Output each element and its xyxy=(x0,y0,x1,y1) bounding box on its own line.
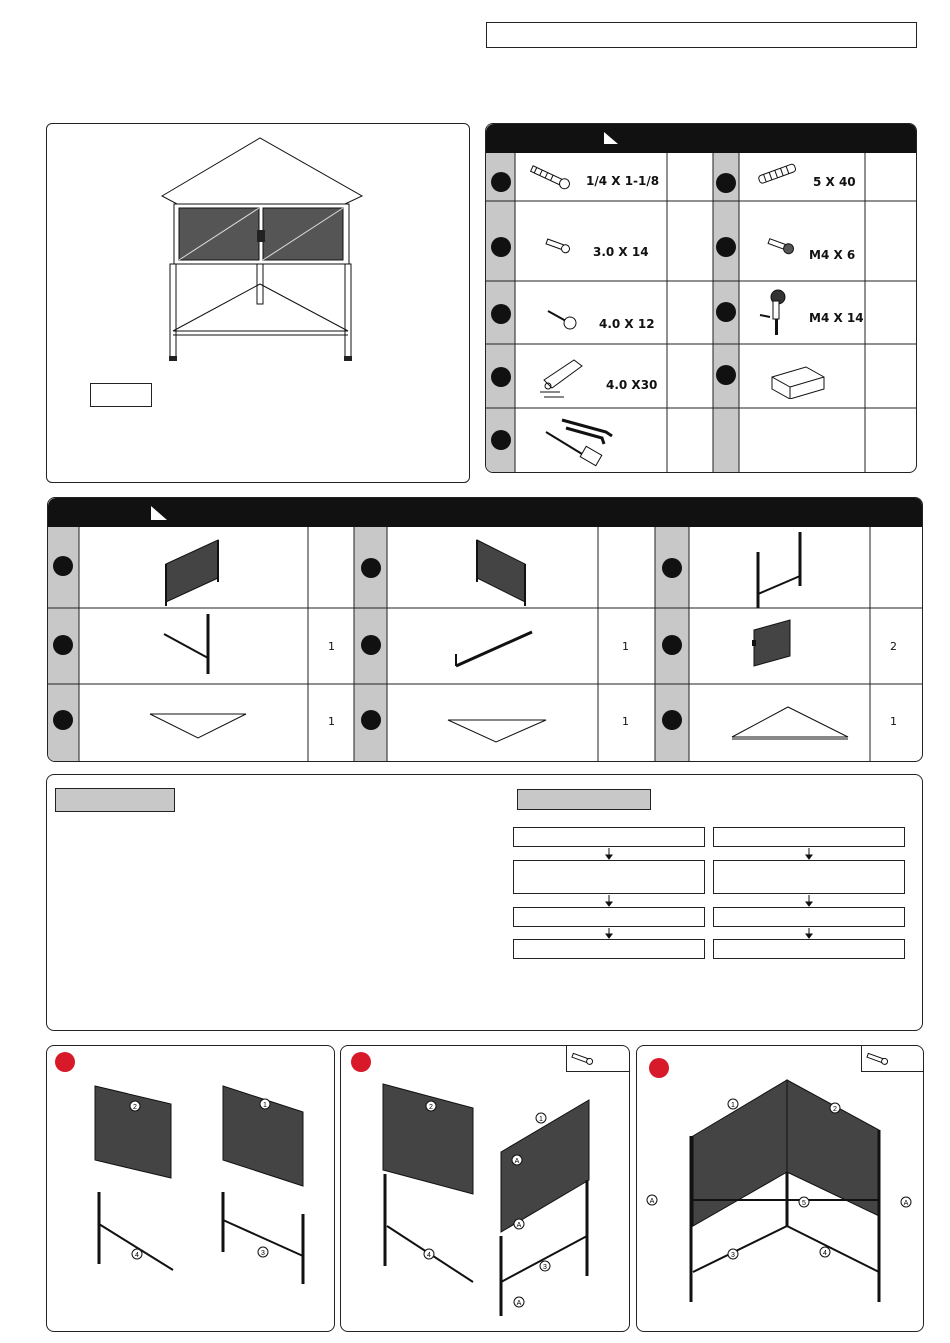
hardware-number-badge xyxy=(716,173,736,193)
callout-label: 3 xyxy=(731,1252,735,1259)
part-number-badge xyxy=(53,635,73,655)
screw-icon xyxy=(544,237,572,255)
hardware-number-badge xyxy=(491,430,511,450)
hardware-panel xyxy=(485,123,917,473)
leg-frame-illustration xyxy=(748,530,810,610)
parts-panel xyxy=(47,497,923,762)
callout-label: 1 xyxy=(539,1116,543,1123)
part-number-badge xyxy=(361,635,381,655)
part-quantity: 1 xyxy=(622,640,629,653)
part-number-badge xyxy=(53,556,73,576)
knob-screw-icon xyxy=(758,287,788,339)
product-label-box xyxy=(90,383,152,407)
cross-rail-illustration xyxy=(452,626,536,670)
hardware-number-badge xyxy=(491,237,511,257)
hardware-label: 4.0 X 12 xyxy=(599,317,655,331)
hardware-number-badge xyxy=(716,302,736,322)
step-2-hardware-box xyxy=(566,1046,630,1072)
hardware-number-badge xyxy=(491,304,511,324)
header-title-box xyxy=(486,22,917,48)
part-quantity: 1 xyxy=(328,640,335,653)
bolt-icon xyxy=(571,1052,595,1066)
hardware-number-badge xyxy=(716,237,736,257)
bracket-icon xyxy=(534,352,588,400)
callout-label: A xyxy=(516,1222,522,1229)
bolt-icon xyxy=(528,164,572,190)
callout-label: 2 xyxy=(429,1104,433,1111)
part-quantity: 1 xyxy=(328,715,335,728)
hardware-header-bar xyxy=(486,124,917,153)
allen-key-and-screwdriver-icon xyxy=(542,416,626,468)
parts-header-bar xyxy=(48,498,923,527)
hardware-label: 3.0 X 14 xyxy=(593,245,649,259)
hardware-number-badge xyxy=(491,172,511,192)
step-2-panel xyxy=(340,1045,630,1332)
step-3-illustration xyxy=(643,1076,919,1308)
step-3-hardware-box xyxy=(861,1046,924,1072)
callout-label: 5 xyxy=(802,1200,806,1207)
step-2-illustration xyxy=(377,1076,617,1322)
mesh-panel-left-illustration xyxy=(160,534,224,608)
callout-label: 1 xyxy=(731,1102,735,1109)
step-3-badge xyxy=(649,1058,669,1078)
callout-label: 2 xyxy=(133,1104,137,1111)
part-number-badge xyxy=(662,710,682,730)
part-number-badge xyxy=(662,635,682,655)
middle-shelf-illustration xyxy=(446,716,550,746)
part-quantity: 1 xyxy=(622,715,629,728)
step-1-panel xyxy=(46,1045,335,1332)
product-overview-panel xyxy=(46,123,470,483)
step-1-badge xyxy=(55,1052,75,1072)
triangle-marker-icon xyxy=(151,506,167,520)
top-panel-illustration xyxy=(728,703,852,745)
callout-label: 4 xyxy=(135,1252,139,1259)
flow-arrows xyxy=(47,775,924,975)
callout-label: 4 xyxy=(427,1252,431,1259)
callout-label: 4 xyxy=(823,1250,827,1257)
callout-label: A xyxy=(516,1300,522,1307)
hardware-label: 5 X 40 xyxy=(813,175,856,189)
triangle-marker-icon xyxy=(604,132,618,144)
step-1-illustration xyxy=(87,1074,317,1294)
callout-label: 2 xyxy=(833,1106,837,1113)
hardware-number-badge xyxy=(716,365,736,385)
callout-label: 3 xyxy=(261,1250,265,1257)
bottom-shelf-illustration xyxy=(148,710,248,742)
callout-label: 1 xyxy=(263,1102,267,1109)
small-screw-icon xyxy=(546,307,582,331)
callout-label: A xyxy=(649,1198,655,1205)
callout-label: 3 xyxy=(543,1264,547,1271)
part-number-badge xyxy=(662,558,682,578)
side-rail-illustration xyxy=(160,612,220,678)
part-quantity: 2 xyxy=(890,640,897,653)
bolt-icon xyxy=(866,1052,890,1066)
mesh-panel-right-illustration xyxy=(471,534,531,608)
wall-anchor-icon xyxy=(754,160,804,186)
part-number-badge xyxy=(361,558,381,578)
corner-cabinet-illustration xyxy=(157,136,367,368)
part-number-badge xyxy=(361,710,381,730)
hardware-label: 4.0 X30 xyxy=(606,378,658,392)
hardware-label: M4 X 6 xyxy=(809,248,856,262)
step-2-badge xyxy=(351,1052,371,1072)
instructions-panel xyxy=(46,774,923,1031)
machine-screw-icon xyxy=(766,237,796,255)
hardware-label: M4 X 14 xyxy=(809,311,864,325)
part-number-badge xyxy=(53,710,73,730)
magnetic-catch-icon xyxy=(768,359,830,399)
hardware-number-badge xyxy=(491,367,511,387)
callout-label: A xyxy=(903,1200,909,1207)
part-quantity: 1 xyxy=(890,715,897,728)
step-3-panel xyxy=(636,1045,924,1332)
hardware-label: 1/4 X 1-1/8 xyxy=(586,174,660,188)
callout-label: A xyxy=(514,1158,520,1165)
cabinet-door-illustration xyxy=(750,618,792,670)
